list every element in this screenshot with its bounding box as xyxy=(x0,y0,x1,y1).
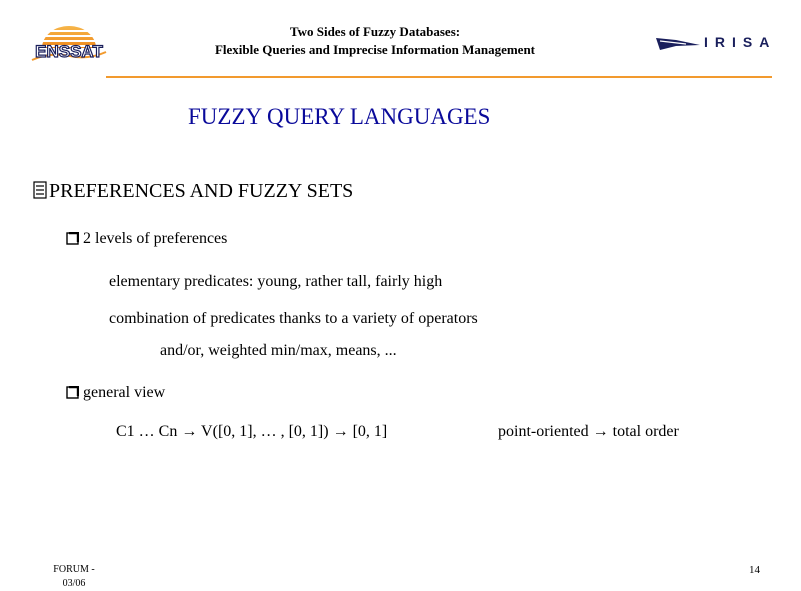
irisa-logo xyxy=(656,34,777,54)
stacked-lines-bullet-icon xyxy=(33,181,47,199)
header-title-line2: Flexible Queries and Imprecise Information Management xyxy=(214,42,536,57)
operators-detail-text: and/or, weighted min/max, means, ... xyxy=(160,342,397,359)
bullet-text: general view xyxy=(83,384,166,401)
section-heading xyxy=(33,180,353,203)
header-title xyxy=(170,23,580,59)
header-title-line1: Two Sides of Fuzzy Databases: xyxy=(289,24,461,39)
footer-line2: 03/06 xyxy=(62,578,86,589)
enssat-logo-text: ENSSAT xyxy=(35,42,103,61)
enssat-logo xyxy=(30,22,108,70)
bullet-levels-of-preferences xyxy=(66,230,227,248)
formula-text: C1 … Cn → V([0, 1], … , [0, 1]) → [0, 1] xyxy=(116,423,388,440)
elementary-predicates-text: elementary predicates: young, rather tall, fairly high xyxy=(109,273,443,290)
combination-predicates-text: combination of predicates thanks to a variety of operators xyxy=(109,310,478,327)
bullet-text: 2 levels of preferences xyxy=(83,230,228,247)
slide-title: FUZZY QUERY LANGUAGES xyxy=(188,104,491,129)
footer-line1: FORUM - xyxy=(53,564,95,575)
square-bullet-icon xyxy=(66,232,79,245)
formula-note-text: point-oriented → total order xyxy=(498,423,679,440)
footer-label xyxy=(44,563,104,591)
bullet-general-view xyxy=(66,384,165,402)
header-divider xyxy=(106,76,772,78)
section-heading-text: PREFERENCES AND FUZZY SETS xyxy=(49,180,354,202)
flag-icon xyxy=(656,36,700,52)
square-bullet-icon xyxy=(66,386,79,399)
page-number: 14 xyxy=(749,564,760,576)
irisa-logo-text: IRISA xyxy=(704,34,777,50)
